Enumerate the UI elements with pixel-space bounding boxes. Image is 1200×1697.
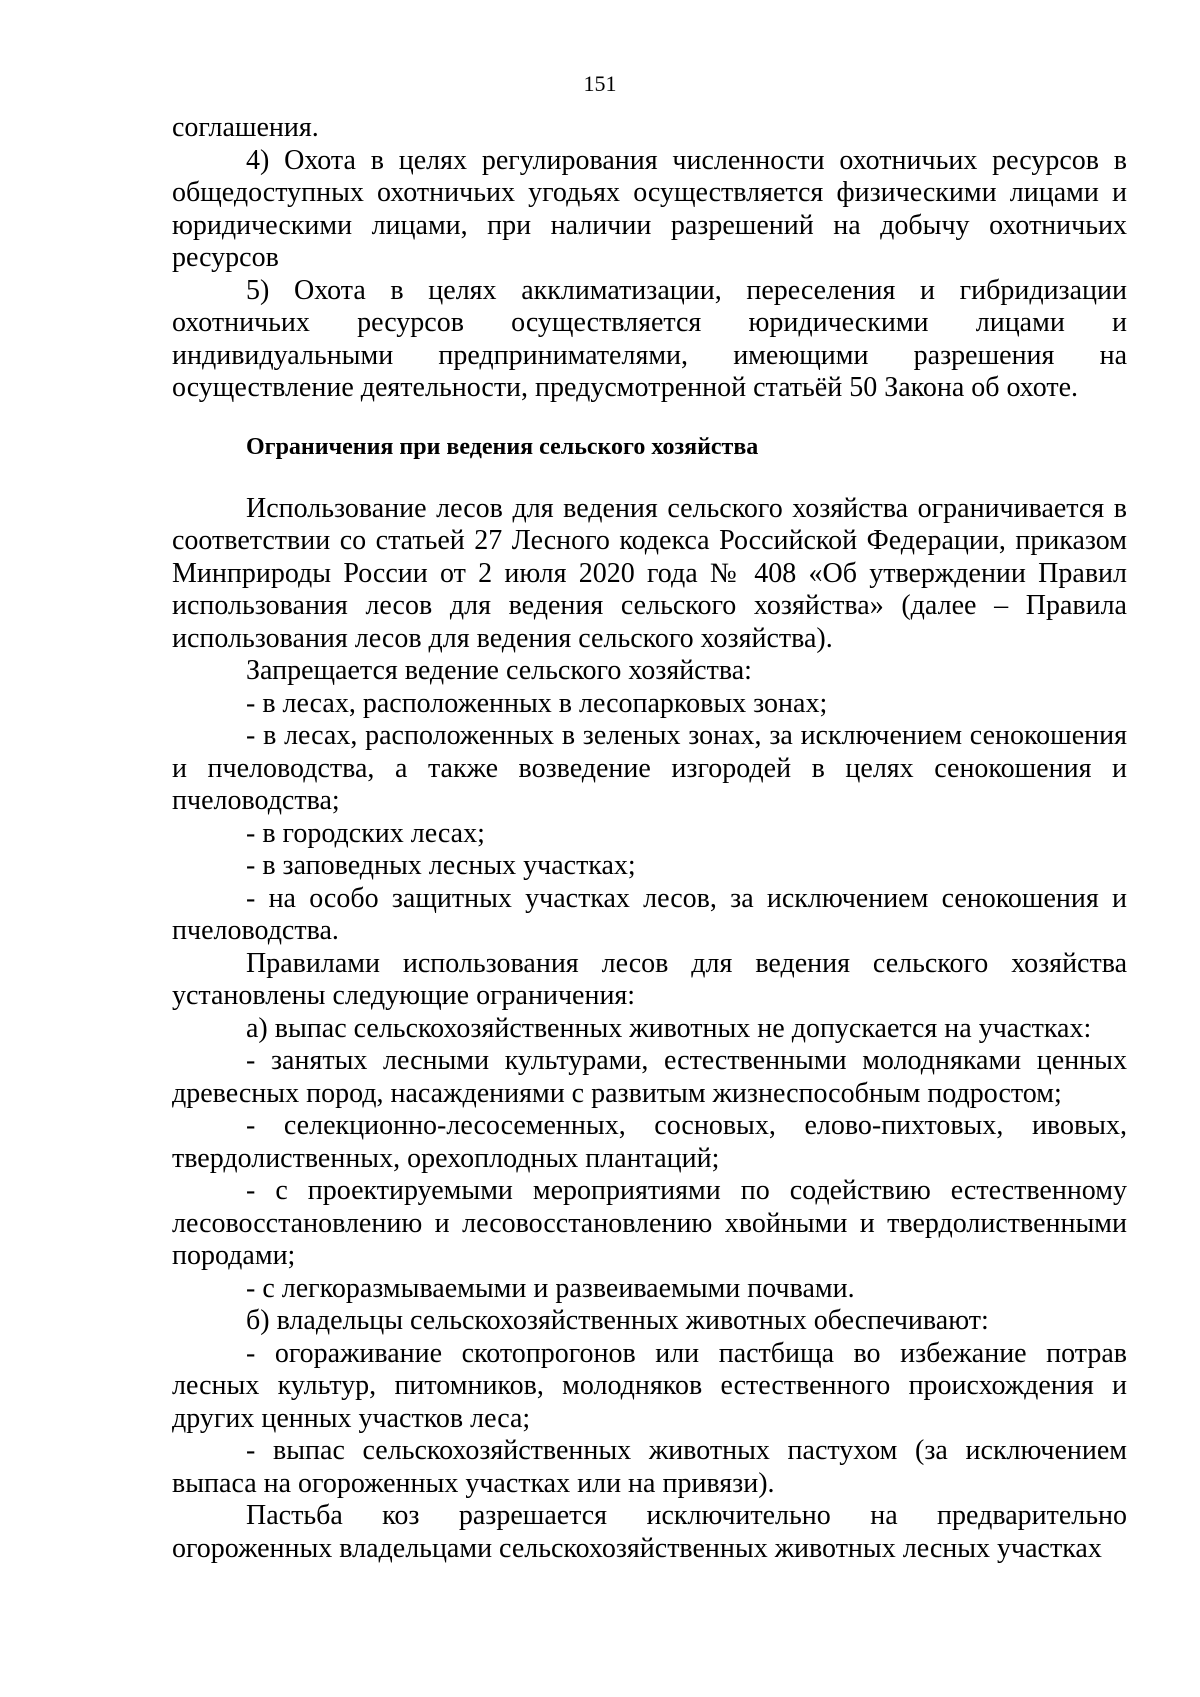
list-item: - в заповедных лесных участках; [246, 850, 636, 881]
page-content [172, 112, 1127, 1565]
section-heading: Ограничения при ведения сельского хозяйства [246, 433, 759, 460]
paragraph-sub-a: а) выпас сельскохозяйственных животных не допускается на участках: [246, 1012, 1092, 1044]
paragraph-sub-b: б) владельцы сельскохозяйственных животных обеспечивают: [246, 1305, 989, 1336]
list-item: - занятых лесными культурами, естественными молодняками ценных древесных пород, насаждениями с развитым жизнеспособным подростом; [172, 1045, 1127, 1109]
paragraph-restrictions-lead: Правилами использования лесов для ведения сельского хозяйства установлены следующие ограничения: [172, 947, 1127, 1011]
list-item: - в городских лесах; [246, 817, 485, 849]
list-item: - на особо защитных участках лесов, за исключением сенокошения и пчеловодства. [172, 882, 1127, 946]
list-item: - выпас сельскохозяйственных животных пастухом (за исключением выпаса на огороженных участках или на привязи). [172, 1435, 1127, 1499]
list-item: - огораживание скотопрогонов или пастбища во избежание потрав лесных культур, питомников, молодняков естественного происхождения и других ценных участков леса; [172, 1337, 1127, 1434]
paragraph-continuation: соглашения. [172, 112, 319, 143]
list-item: - с легкоразмываемыми и развеиваемыми почвами. [246, 1272, 855, 1304]
paragraph-item-4: 4) Охота в целях регулирования численности охотничьих ресурсов в общедоступных охотничьих угодьях осуществляется физическими лицами и юридическими лицами, при наличии разрешений на добычу охотничьих ресурсов [172, 144, 1127, 273]
list-item: - с проектируемыми мероприятиями по содействию естественному лесовосстановлению и лесовосстановлению хвойными и твердолиственными породами; [172, 1175, 1127, 1271]
paragraph-prohibition-lead: Запрещается ведение сельского хозяйства: [246, 655, 752, 686]
list-item: - селекционно-лесосеменных, сосновых, елово-пихтовых, ивовых, твердолиственных, орехоплодных плантаций; [172, 1110, 1127, 1174]
paragraph-intro: Использование лесов для ведения сельского хозяйства ограничивается в соответствии со статьей 27 Лесного кодекса Российской Федерации, приказом Минприроды России от 2 июля 2020 года № 408 «Об утверждении Правил использования лесов для ведения сельского хозяйства» (далее – Правила использования лесов для ведения сельского хозяйства). [172, 492, 1127, 654]
paragraph-item-5: 5) Охота в целях акклиматизации, переселения и гибридизации охотничьих ресурсов осуществляется юридическими лицами и индивидуальными предпринимателями, имеющими разрешения на осуществление деятельности, предусмотренной статьёй 50 Закона об охоте. [172, 274, 1127, 403]
paragraph-goats: Пастьба коз разрешается исключительно на предварительно огороженных владельцами сельскохозяйственных животных лесных участках [172, 1500, 1127, 1564]
page-number: 151 [583, 71, 617, 96]
list-item: - в лесах, расположенных в лесопарковых зонах; [246, 687, 828, 719]
list-item: - в лесах, расположенных в зеленых зонах, за исключением сенокошения и пчеловодства, а также возведение изгородей в целях сенокошения и пчеловодства; [172, 720, 1127, 816]
